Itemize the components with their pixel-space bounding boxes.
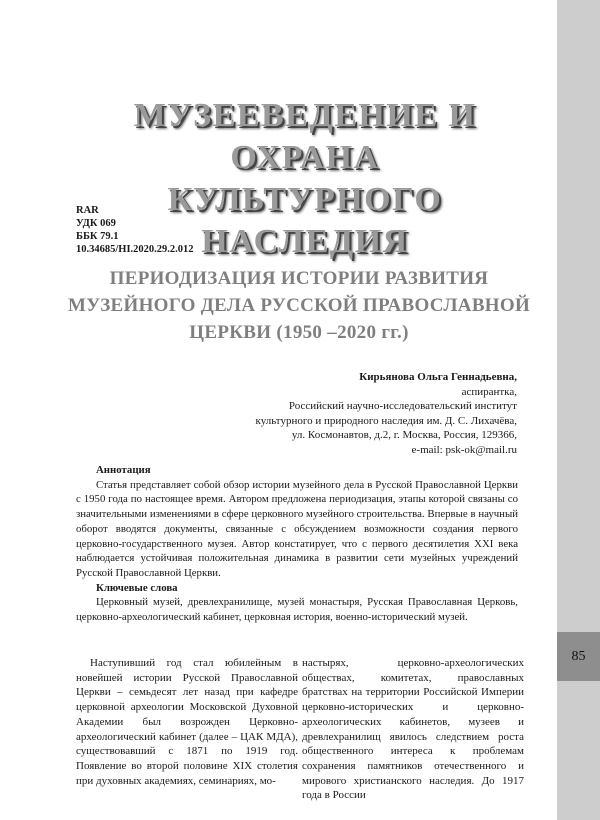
meta-doi: 10.34685/HI.2020.29.2.012 bbox=[76, 244, 194, 255]
author-institute-name: культурного и природного наследия им. Д. С. Лихачёва, bbox=[255, 414, 517, 427]
body-paragraph-right: настырях, церковно-археологических обществах, комитетах, православных братствах на территории Российской Империи церковно-исторических и церковно-археологических кабинетов, музеев и древлехранилищ явилось следствием роста общественного интереса к проблемам сохранения памятников отечественного и мирового христианского наследия. До 1917 года в России bbox=[302, 657, 524, 802]
abstract-heading: Аннотация bbox=[96, 464, 151, 476]
meta-bbk: ББК 79.1 bbox=[76, 231, 119, 242]
author-position: аспирантка, bbox=[461, 385, 517, 398]
author-block bbox=[256, 370, 518, 458]
meta-rar: RAR bbox=[76, 205, 99, 216]
body-column-right bbox=[302, 656, 524, 803]
article-title-line-3: ЦЕРКВИ (1950 –2020 гг.) bbox=[189, 322, 409, 343]
abstract-text: Статья представляет собой обзор истории музейного дела в Русской Православной Церкви с 1950 года по настоящее время. Автором предложена периодизация, этапы которой связаны со значительными изменениями в сфере церковного музейного строительства. Впервые в научный оборот вводятся документы, связанные с обсуждением возможности создания первого церковно-государственного музея. Автор констатирует, что с первого десятилетия XXI века наблюдается устойчивая положительная динамика в развитии сети музейных учреждений Русской Православной Церкви. bbox=[76, 478, 518, 579]
author-email: e-mail: psk-ok@mail.ru bbox=[411, 443, 517, 456]
article-meta bbox=[76, 204, 194, 256]
body-column-left bbox=[76, 656, 298, 788]
body-paragraph-left: Наступивший год стал юбилейным в новейшей истории Русской Православной Церкви – семьдесят лет назад при кафедре церковной археологии Московской Духовной Академии был возрожден Церковно-археологический кабинет (далее – ЦАК МДА), существовавший с 1871 по 1919 год. Появление во второй половине XIX столетия при духовных академиях, семинариях, мо- bbox=[76, 657, 298, 787]
page-number: 85 bbox=[557, 632, 600, 681]
sidebar-strip bbox=[557, 0, 600, 820]
section-title-line-1: МУЗЕЕВЕДЕНИЕ И ОХРАНА bbox=[133, 97, 477, 176]
article-title bbox=[64, 265, 534, 346]
author-address: ул. Космонавтов, д.2, г. Москва, Россия, 129366, bbox=[291, 429, 517, 442]
section-title-line-2: КУЛЬТУРНОГО НАСЛЕДИЯ bbox=[167, 181, 443, 260]
article-title-line-1: ПЕРИОДИЗАЦИЯ ИСТОРИИ РАЗВИТИЯ bbox=[109, 268, 489, 289]
author-name: Кирьянова Ольга Геннадьевна, bbox=[359, 371, 517, 383]
author-institute: Российский научно-исследовательский институт bbox=[288, 400, 517, 413]
keywords-text: Церковный музей, древлехранилище, музей монастыря, Русская Православная Церковь, церковно-археологический кабинет, церковная история, военно-исторический музей. bbox=[76, 596, 518, 624]
article-title-line-2: МУЗЕЙНОГО ДЕЛА РУССКОЙ ПРАВОСЛАВНОЙ bbox=[67, 295, 531, 316]
meta-udk: УДК 069 bbox=[76, 218, 116, 229]
abstract-section bbox=[76, 463, 518, 625]
keywords-heading: Ключевые слова bbox=[96, 581, 178, 594]
